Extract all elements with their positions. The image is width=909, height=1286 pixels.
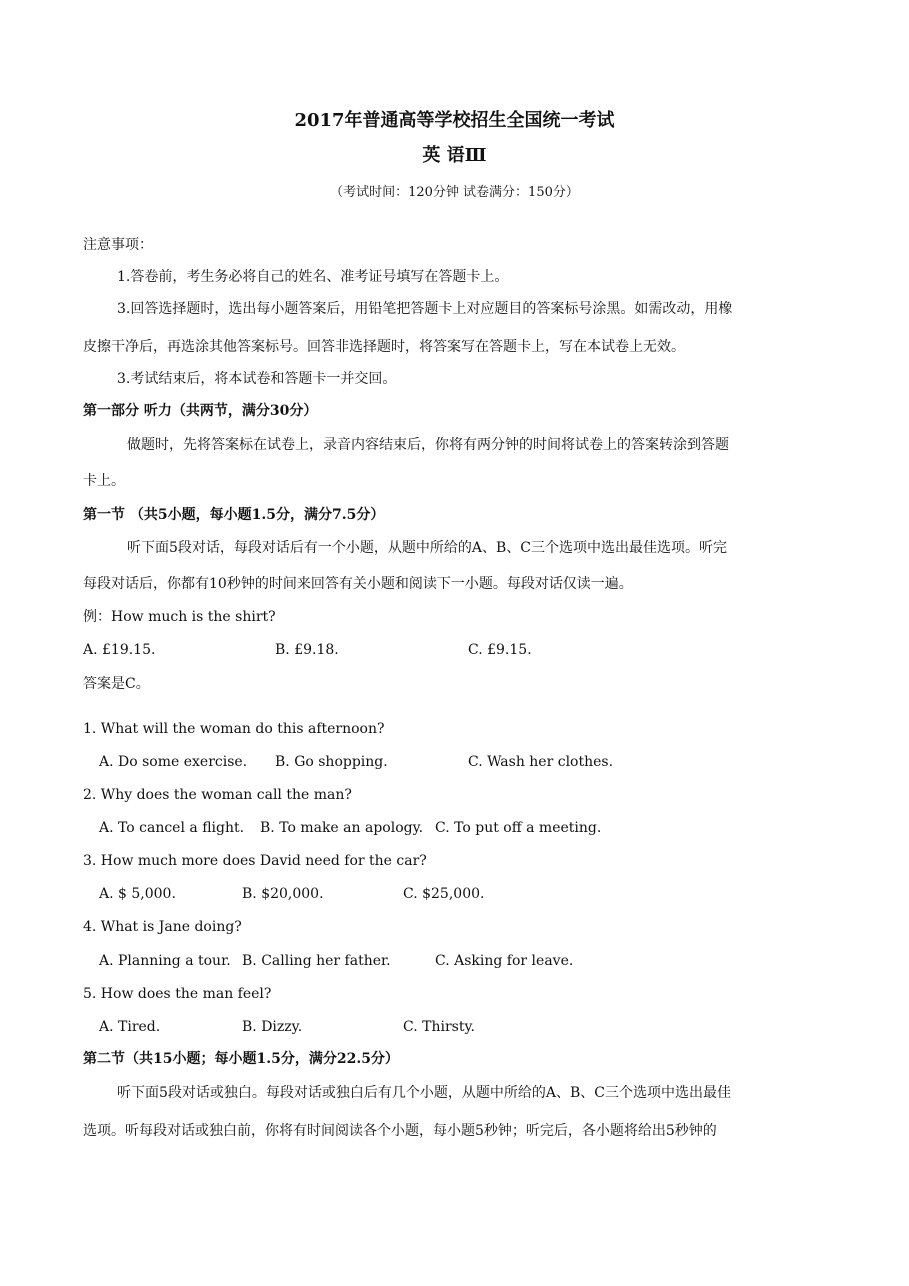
part1-intro-line-1: 做题时，先将答案标在试卷上，录音内容结束后，你将有两分钟的时间将试卷上的答案转涂到答题 — [127, 437, 729, 453]
question-5-option-b: B. Dizzy. — [242, 1019, 303, 1035]
question-5: 5. How does the man feel? — [83, 986, 272, 1002]
notice-item-1: 1.答卷前，考生务必将自己的姓名、准考证号填写在答题卡上。 — [117, 269, 509, 285]
question-2-option-a: A. To cancel a flight. — [99, 820, 245, 836]
question-3-option-a: A. $ 5,000. — [99, 886, 176, 902]
question-4-option-b: B. Calling her father. — [242, 953, 391, 969]
question-2-option-b: B. To make an apology. — [260, 820, 424, 836]
question-1-option-c: C. Wash her clothes. — [468, 754, 614, 770]
question-3: 3. How much more does David need for the car? — [83, 853, 427, 869]
question-3-option-b: B. $20,000. — [242, 886, 324, 902]
question-4-option-c: C. Asking for leave. — [435, 953, 574, 969]
section2-intro-line-2: 选项。听每段对话或独白前，你将有时间阅读各个小题，每小题5秒钟；听完后，各小题将给出5秒钟的 — [83, 1123, 717, 1139]
part1-heading: 第一部分 听力（共两节，满分30分） — [83, 403, 318, 419]
question-5-option-c: C. Thirsty. — [403, 1019, 475, 1035]
part1-intro-line-2: 卡上。 — [83, 473, 125, 489]
question-2-option-c: C. To put off a meeting. — [435, 820, 602, 836]
example-option-b: B. £9.18. — [275, 642, 339, 658]
notice-heading: 注意事项： — [83, 237, 153, 253]
example-answer: 答案是C。 — [83, 676, 150, 692]
section1-heading: 第一节 （共5小题，每小题1.5分，满分7.5分） — [83, 507, 385, 523]
exam-title: 2017年普通高等学校招生全国统一考试 — [294, 110, 615, 131]
question-1-option-b: B. Go shopping. — [275, 754, 388, 770]
question-1-option-a: A. Do some exercise. — [99, 754, 248, 770]
section1-intro-line-2: 每段对话后，你都有10秒钟的时间来回答有关小题和阅读下一小题。每段对话仅读一遍。 — [83, 576, 633, 592]
notice-item-3: 3.考试结束后，将本试卷和答题卡一并交回。 — [117, 371, 397, 387]
question-2: 2. Why does the woman call the man? — [83, 787, 352, 803]
question-3-option-c: C. $25,000. — [403, 886, 485, 902]
example-option-a: A. £19.15. — [83, 642, 156, 658]
notice-item-2-line-2: 皮擦干净后，再选涂其他答案标号。回答非选择题时，将答案写在答题卡上，写在本试卷上无效。 — [83, 339, 685, 355]
exam-info: （考试时间：120分钟 试卷满分：150分） — [330, 185, 579, 200]
section1-intro-line-1: 听下面5段对话，每段对话后有一个小题，从题中所给的A、B、C三个选项中选出最佳选项。听完 — [127, 540, 728, 556]
section2-intro-line-1: 听下面5段对话或独白。每段对话或独白后有几个小题，从题中所给的A、B、C三个选项中选出最佳 — [117, 1085, 732, 1101]
notice-item-2-line-1: 3.回答选择题时，选出每小题答案后，用铅笔把答题卡上对应题目的答案标号涂黑。如需改动，用橡 — [117, 301, 733, 317]
exam-subject: 英 语Ⅲ — [422, 145, 487, 166]
example-question: 例：How much is the shirt? — [83, 609, 276, 625]
question-5-option-a: A. Tired. — [99, 1019, 161, 1035]
question-1: 1. What will the woman do this afternoon? — [83, 721, 385, 737]
example-option-c: C. £9.15. — [468, 642, 532, 658]
question-4-option-a: A. Planning a tour. — [99, 953, 231, 969]
section2-heading: 第二节（共15小题；每小题1.5分，满分22.5分） — [83, 1051, 399, 1067]
question-4: 4. What is Jane doing? — [83, 919, 242, 935]
